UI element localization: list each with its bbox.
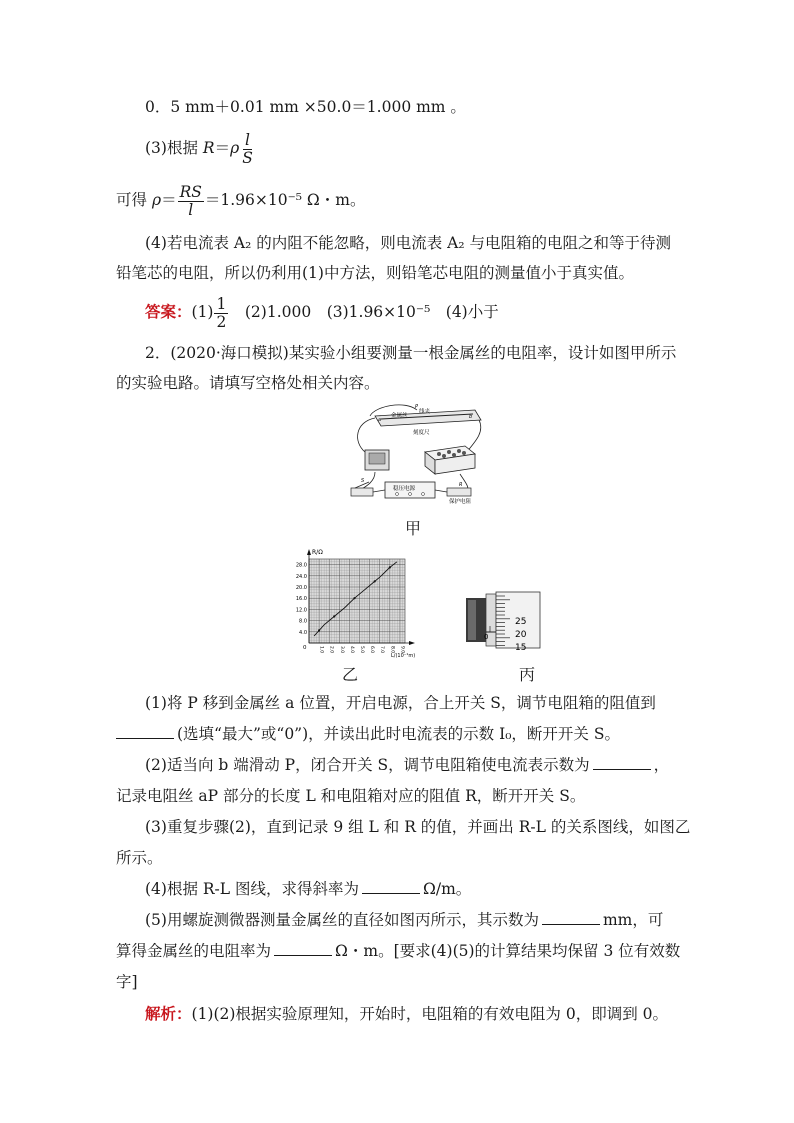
fraction-half: $\frac{1}{2}$ <box>216 294 227 331</box>
step-3-line-2: 所示。 <box>116 849 163 867</box>
analysis-line: 解析：(1)(2)根据实验原理知，开始时，电阻箱的有效电阻为 0，即调到 0。 <box>145 1004 669 1023</box>
protect-label: 保护电阻 <box>449 499 472 505</box>
blank-4[interactable] <box>542 910 600 925</box>
point-b: b <box>469 414 473 420</box>
step-5-line-3: 字] <box>116 973 138 991</box>
question-2-line-2: 的实验电路。请填写空格处相关内容。 <box>116 374 380 392</box>
figure-label-jia: 甲 <box>405 519 422 538</box>
x-tick-label: 4.0 <box>348 646 354 654</box>
circuit-diagram <box>345 402 485 514</box>
step-2-line-2: 记录电阻丝 aP 部分的长度 L 和电阻箱对应的阻值 R，断开开关 S。 <box>116 787 586 805</box>
solution-line-4: (4)若电流表 A₂ 的内阻不能忽略，则电流表 A₂ 与电阻箱的电阻之和等于待测 <box>145 234 671 252</box>
protective-resistor <box>447 488 471 496</box>
resistor-label: R <box>459 482 463 488</box>
question-2-line-1: 2．(2020·海口模拟)某实验小组要测量一根金属丝的电阻率，设计如图甲所示 <box>145 344 677 362</box>
figure-label-yi: 乙 <box>342 665 359 684</box>
step-4-line: (4)根据 R-L 图线，求得斜率为 Ω/m。 <box>145 880 472 898</box>
r-l-chart <box>283 545 418 660</box>
analysis-label: 解析： <box>145 1004 192 1023</box>
x-tick-label: 6.0 <box>369 646 375 654</box>
fraction-l-over-S: $\frac{l}{S}$ <box>242 130 253 167</box>
solution-line-3: 可得 ρ＝ $\frac{RS}{l}$ ＝1.96×10⁻⁵ Ω・m。 <box>116 182 366 219</box>
wire-label: 金属丝 <box>391 413 408 419</box>
clip-label: 线夹 <box>419 409 431 415</box>
x-tick-label: 5.0 <box>359 646 365 654</box>
y-tick-label: 24.0 <box>295 573 307 580</box>
point-P: P <box>415 404 419 410</box>
data-point <box>318 629 320 631</box>
wire-left <box>358 418 375 452</box>
data-point <box>333 615 335 617</box>
switch <box>351 488 373 496</box>
x-axis-arrow <box>409 641 415 645</box>
step-3-line-1: (3)重复步骤(2)，直到记录 9 组 L 和 R 的值，并画出 R-L 的关系图线，如图乙 <box>145 818 691 836</box>
x-tick-label: 2.0 <box>328 646 334 654</box>
x-axis-label: L/(10⁻¹m) <box>391 653 416 659</box>
x-tick-label: 9.0 <box>399 646 405 654</box>
step-1-line-1: (1)将 P 移到金属丝 a 位置，开启电源，合上开关 S，调节电阻箱的阻值到 <box>145 694 656 712</box>
solution-line-5: 铅笔芯的电阻，所以仍利用(1)中方法，则铅笔芯电阻的测量值小于真实值。 <box>116 264 634 282</box>
thimble-20: 20 <box>515 630 527 640</box>
thimble-25: 25 <box>515 617 527 627</box>
figure-label-bing: 丙 <box>519 665 536 684</box>
answer-label: 答案： <box>145 302 192 321</box>
x-tick-label: 3.0 <box>338 646 344 654</box>
blank-5[interactable] <box>274 941 332 956</box>
blank-1[interactable] <box>116 724 174 739</box>
power-label: 稳压电源 <box>393 486 416 492</box>
thimble-15: 15 <box>515 643 527 650</box>
answer-line: 答案：(1) $\frac{1}{2}$ (2)1.000 (3)1.96×10⁻⁵ (4)小于 <box>145 294 499 331</box>
fraction-RS-over-l: $\frac{RS}{l}$ <box>179 182 202 219</box>
solution-line-1: 0．5 mm＋0.01 mm ×50.0＝1.000 mm 。 <box>145 98 466 116</box>
switch-label: S <box>361 478 365 484</box>
blank-3[interactable] <box>362 879 420 894</box>
x-tick-label: 8.0 <box>389 646 395 654</box>
x-ticks <box>319 646 406 653</box>
data-point <box>374 580 376 582</box>
y-axis-arrow <box>307 549 311 555</box>
x-tick-label: 1.0 <box>318 646 324 654</box>
y-axis-label: R/Ω <box>312 549 323 556</box>
y-ticks <box>296 563 307 636</box>
step-5-line-2: 算得金属丝的电阻率为 Ω・m。[要求(4)(5)的计算结果均保留 3 位有效数 <box>116 942 681 960</box>
y-tick-label: 4.0 <box>299 629 307 636</box>
solution-line-2: (3)根据 R＝ρ $\frac{l}{S}$ <box>145 130 253 167</box>
origin-label: 0 <box>303 645 307 651</box>
ruler-label: 刻度尺 <box>413 430 430 436</box>
chart-grid <box>309 559 405 643</box>
step-5-line-1: (5)用螺旋测微器测量金属丝的直径如图丙所示，其示数为 mm，可 <box>145 911 664 929</box>
sleeve-zero: 0 <box>484 633 489 641</box>
x-tick-label: 7.0 <box>379 646 385 654</box>
y-tick-label: 20.0 <box>295 585 307 591</box>
blank-2[interactable] <box>593 755 651 770</box>
step-1-line-2: (选填“最大”或“0”)，并读出此时电流表的示数 I₀，断开开关 S。 <box>116 723 620 745</box>
point-a: a <box>378 417 382 423</box>
y-tick-label: 8.0 <box>299 618 307 625</box>
micrometer <box>460 590 560 650</box>
data-point <box>389 566 391 568</box>
step-2-line-1: (2)适当向 b 端滑动 P，闭合开关 S，调节电阻箱使电流表示数为 ， <box>145 756 670 774</box>
y-tick-label: 12.0 <box>295 607 307 614</box>
data-point <box>353 597 355 599</box>
y-tick-label: 16.0 <box>295 596 307 603</box>
y-tick-label: 28.0 <box>295 562 307 569</box>
